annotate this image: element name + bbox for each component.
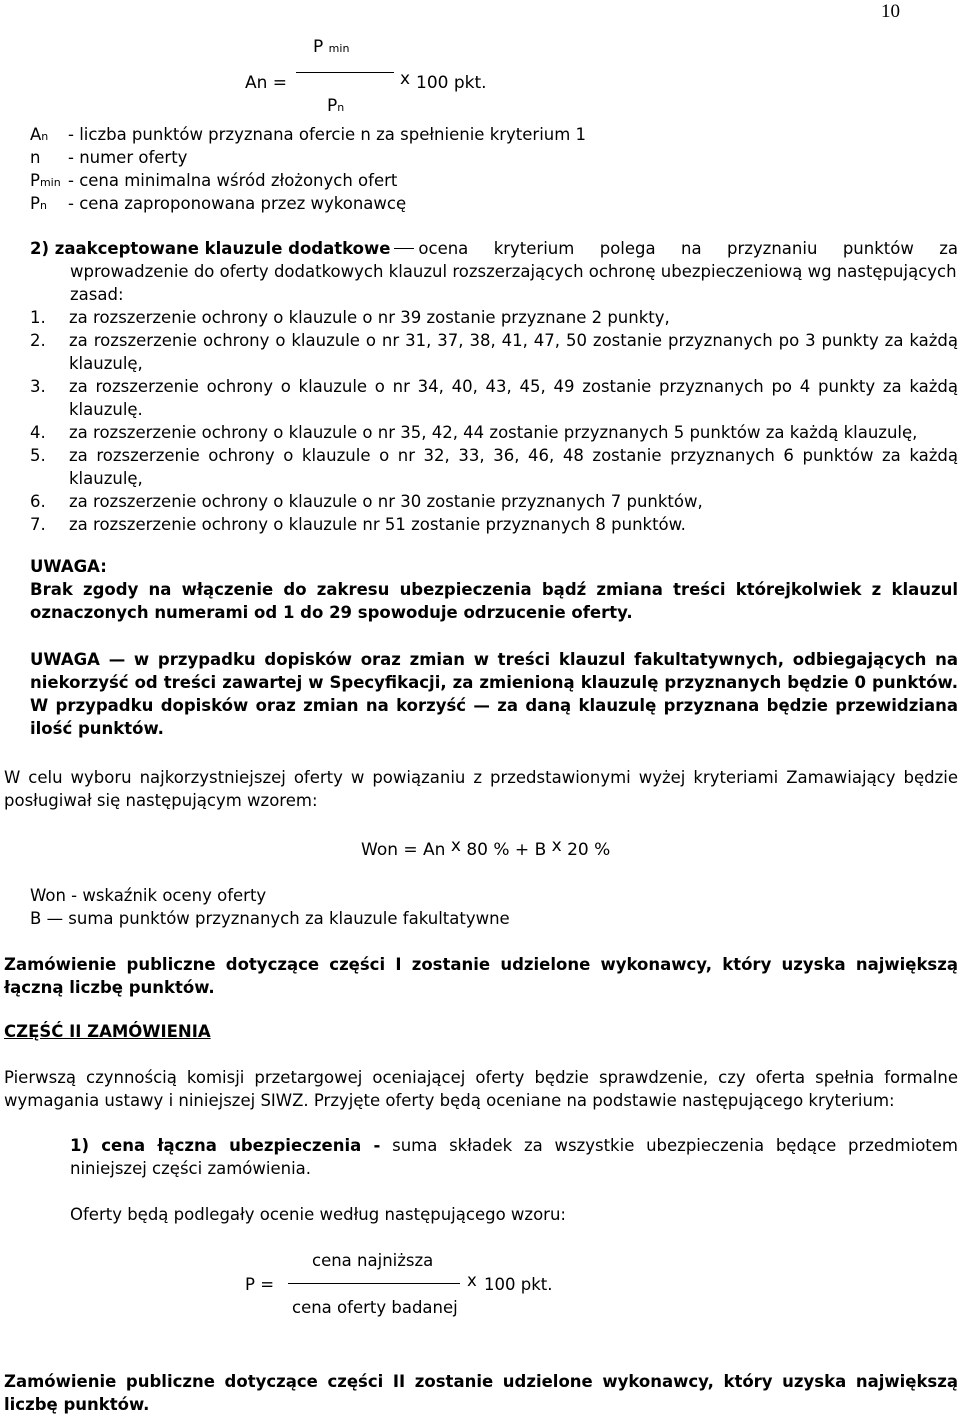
formula-factor: 100 pkt. [416, 73, 487, 93]
notice-2-label: UWAGA [30, 650, 100, 669]
fraction-line [296, 72, 394, 73]
notice-1-text: Brak zgody na włączenie do zakresu ubezpieczenia bądź zmiana treści którejkolwiek z klauzul oznaczonych numerami od 1 do 29 spowoduje odrzucenie oferty. [30, 580, 958, 622]
list-item: 5. za rozszerzenie ochrony o klauzule o nr 32, 33, 36, 46, 48 zostanie przyznanych 6 punktów za każdą klauzulę, [30, 446, 958, 488]
em-dash: — [108, 650, 126, 669]
definition-item: n - numer oferty [30, 148, 188, 167]
list-item: 7. za rozszerzenie ochrony o klauzule nr 51 zostanie przyznanych 8 punktów. [30, 515, 686, 534]
criterion-1-label: 1) cena łączna ubezpieczenia - [70, 1136, 381, 1155]
definition-item: An - liczba punktów przyznana ofercie n za spełnienie kryterium 1 [30, 125, 587, 144]
part-2-heading: CZĘŚĆ II ZAMÓWIENIA [4, 1022, 211, 1041]
criterion-2-section: 2) zaakceptowane klauzule dodatkowe ocena kryterium polega na przyznaniu punktów za wprowadzenie do oferty dodatkowych klauzul rozszerzających ochronę ubezpieczeniową wg następujących zasad: [30, 239, 958, 304]
list-item: 3. za rozszerzenie ochrony o klauzule o nr 34, 40, 43, 45, 49 zostanie przyznanych po 4 punkty za każdą klauzulę. [30, 377, 958, 419]
won-intro: W celu wyboru najkorzystniejszej oferty w powiązaniu z przedstawionymi wyżej kryteriami Zamawiający będzie posługiwał się następującym wzorem: [4, 768, 958, 810]
part-2-intro: Pierwszą czynnością komisji przetargowej oceniającej oferty będzie sprawdzenie, czy oferta spełnia formalne wymagania ustawy i niniejszej SIWZ. Przyjęte oferty będą oceniane na podstawie następującego kryterium: [4, 1068, 958, 1110]
notice-1 [30, 555, 958, 624]
page-number: 10 [881, 1, 900, 22]
list-item: 4. za rozszerzenie ochrony o klauzule o nr 35, 42, 44 zostanie przyznanych 5 punktów za każdą klauzulę, [30, 423, 918, 442]
formula-intro: Oferty będą podlegały ocenie według następującego wzoru: [70, 1205, 566, 1224]
formula-denominator: Pn [327, 96, 345, 116]
won-definitions [30, 884, 958, 930]
list-item: 6. za rozszerzenie ochrony o klauzule o nr 30 zostanie przyznanych 7 punktów, [30, 492, 703, 511]
fraction-line [288, 1283, 460, 1284]
won-definition-item: Won - wskaźnik oceny oferty [30, 886, 267, 905]
formula-p-times: x [467, 1271, 477, 1290]
conclusion-part-1: Zamówienie publiczne dotyczące części I zostanie udzielone wykonawcy, który uzyska największą łączną liczbę punktów. [4, 955, 958, 997]
formula-p-denominator: cena oferty badanej [292, 1298, 458, 1317]
notice-2 [30, 648, 958, 740]
rules-list [30, 306, 958, 536]
formula-times: x [400, 69, 411, 89]
formula-numerator: P min [313, 37, 350, 57]
formula-lhs: An = [245, 73, 288, 93]
definitions-list [30, 123, 586, 215]
won-definition-item: B — suma punktów przyznanych za klauzule fakultatywne [30, 909, 510, 928]
criterion-1 [70, 1134, 958, 1180]
definition-item: Pmin - cena minimalna wśród złożonych ofert [30, 171, 398, 190]
notice-2-text: w przypadku dopisków oraz zmian w treści klauzul fakultatywnych, odbiegających na niekorzyść od treści zawartej w Specyfikacji, za zmienioną klauzulę przyznanych będzie 0 punktów. W przypadku dopisków oraz zmian na korzyść — za daną klauzulę przyznana będzie przewidziana ilość punktów. [30, 650, 958, 738]
formula-p-factor: 100 pkt. [484, 1275, 553, 1294]
conclusion-part-2: Zamówienie publiczne dotyczące części II zostanie udzielone wykonawcy, który uzyska największą liczbę punktów. [4, 1372, 958, 1414]
list-item: 1. za rozszerzenie ochrony o klauzule o nr 39 zostanie przyznane 2 punkty, [30, 308, 670, 327]
list-item: 2. za rozszerzenie ochrony o klauzule o nr 31, 37, 38, 41, 47, 50 zostanie przyznanych po 3 punkty za każdą klauzulę, [30, 331, 958, 373]
notice-1-label: UWAGA: [30, 557, 107, 576]
formula-p-numerator: cena najniższa [312, 1251, 434, 1270]
criterion-2-heading: 2) zaakceptowane klauzule dodatkowe [30, 239, 391, 258]
em-dash [390, 237, 418, 260]
criterion-1-text: suma składek za wszystkie ubezpieczenia będące przedmiotem niniejszej części zamówienia. [70, 1136, 958, 1178]
definition-item: Pn - cena zaproponowana przez wykonawcę [30, 194, 407, 213]
formula-p-lhs: P = [245, 1275, 275, 1294]
formula-won: Won = An x 80 % + B x 20 % [361, 836, 611, 860]
